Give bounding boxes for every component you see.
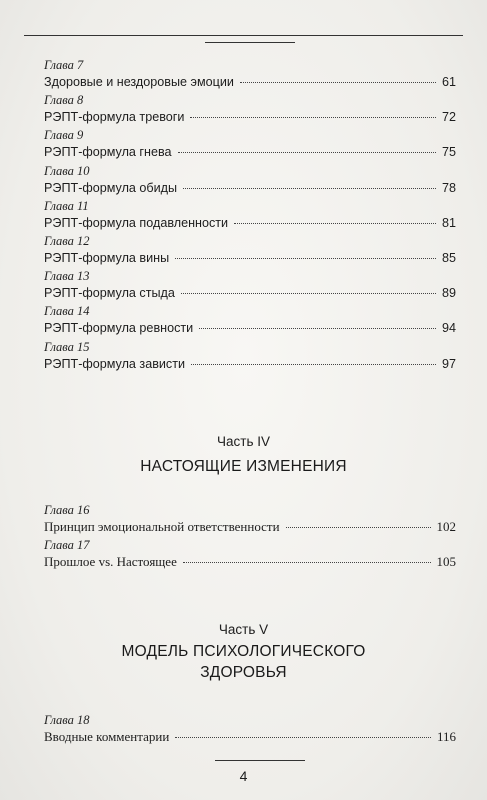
page-number: 89 [441,286,456,301]
chapter-title: Прошлое vs. Настоящее [44,554,177,570]
toc-entry[interactable] [44,199,456,234]
chapter-title: РЭПТ-формула обиды [44,180,178,195]
page-number: 72 [441,110,456,125]
leader-dots [199,328,436,329]
chapter-number: Глава 16 [44,503,90,517]
chapter-number: Глава 18 [44,713,90,727]
page-folio: 4 [239,768,248,784]
chapter-number: Глава 17 [44,538,90,553]
toc-entry[interactable] [44,713,456,748]
leader-dots [191,364,436,365]
toc-section-chapters-7-15 [44,58,456,375]
page-number: 75 [441,145,456,160]
page-number: 81 [441,215,456,230]
top-rule [24,35,463,36]
part-title [60,641,427,683]
chapter-number: Глава 8 [44,93,84,108]
toc-entry[interactable] [44,164,456,199]
toc-section-part-4 [44,503,456,573]
chapter-title: РЭПТ-формула гнева [44,145,172,160]
leader-dots [240,82,436,83]
leader-dots [181,293,436,294]
part-title-line-2: ЗДОРОВЬЯ [200,664,287,681]
part-label: Часть IV [217,434,270,449]
page-number: 85 [441,250,456,265]
chapter-title: РЭПТ-формула стыда [44,286,175,301]
chapter-title: Здоровые и нездоровые эмоции [44,75,234,89]
chapter-title: РЭПТ-формула подавленности [44,215,229,230]
leader-dots [175,258,436,259]
chapter-number: Глава 15 [44,339,90,354]
page-number: 78 [441,180,456,195]
toc-entry[interactable] [44,93,456,128]
toc-entry[interactable] [44,269,456,304]
toc-entry[interactable] [44,128,456,163]
chapter-title: РЭПТ-формула ревности [44,321,194,336]
chapter-number: Глава 12 [44,233,90,248]
part-label: Часть V [218,622,269,637]
leader-dots [175,737,431,738]
toc-entry[interactable] [44,340,456,375]
page-number: 97 [441,356,456,371]
leader-dots [234,223,436,224]
page-number: 116 [436,729,456,744]
top-tab-rule [205,42,295,43]
toc-entry[interactable] [44,58,456,93]
bottom-rule [215,760,305,761]
page-number: 61 [441,75,456,89]
leader-dots [286,527,431,528]
toc-entry[interactable] [44,234,456,269]
chapter-title: РЭПТ-формула зависти [44,356,186,371]
chapter-title: РЭПТ-формула вины [44,250,170,265]
chapter-number: Глава 13 [44,269,90,284]
toc-entry[interactable] [44,304,456,339]
leader-dots [183,562,431,563]
leader-dots [183,188,436,189]
page-number: 105 [436,554,456,570]
toc-entry[interactable] [44,503,456,538]
chapter-number: Глава 11 [44,198,89,213]
leader-dots [190,117,436,118]
toc-entry[interactable] [44,538,456,573]
part-title: НАСТОЯЩИЕ ИЗМЕНЕНИЯ [140,458,347,475]
chapter-title: Вводные комментарии [44,729,170,744]
chapter-number: Глава 10 [44,163,90,178]
page-number: 102 [436,519,456,534]
part-title-line-1: МОДЕЛЬ ПСИХОЛОГИЧЕСКОГО [121,643,366,660]
chapter-number: Глава 14 [44,304,90,319]
leader-dots [178,152,436,153]
page-number: 94 [441,321,456,336]
chapter-number: Глава 9 [44,128,84,143]
chapter-title: РЭПТ-формула тревоги [44,110,185,125]
chapter-number: Глава 7 [44,58,84,72]
toc-section-part-5 [44,713,456,748]
chapter-title: Принцип эмоциональной ответственности [44,519,280,534]
